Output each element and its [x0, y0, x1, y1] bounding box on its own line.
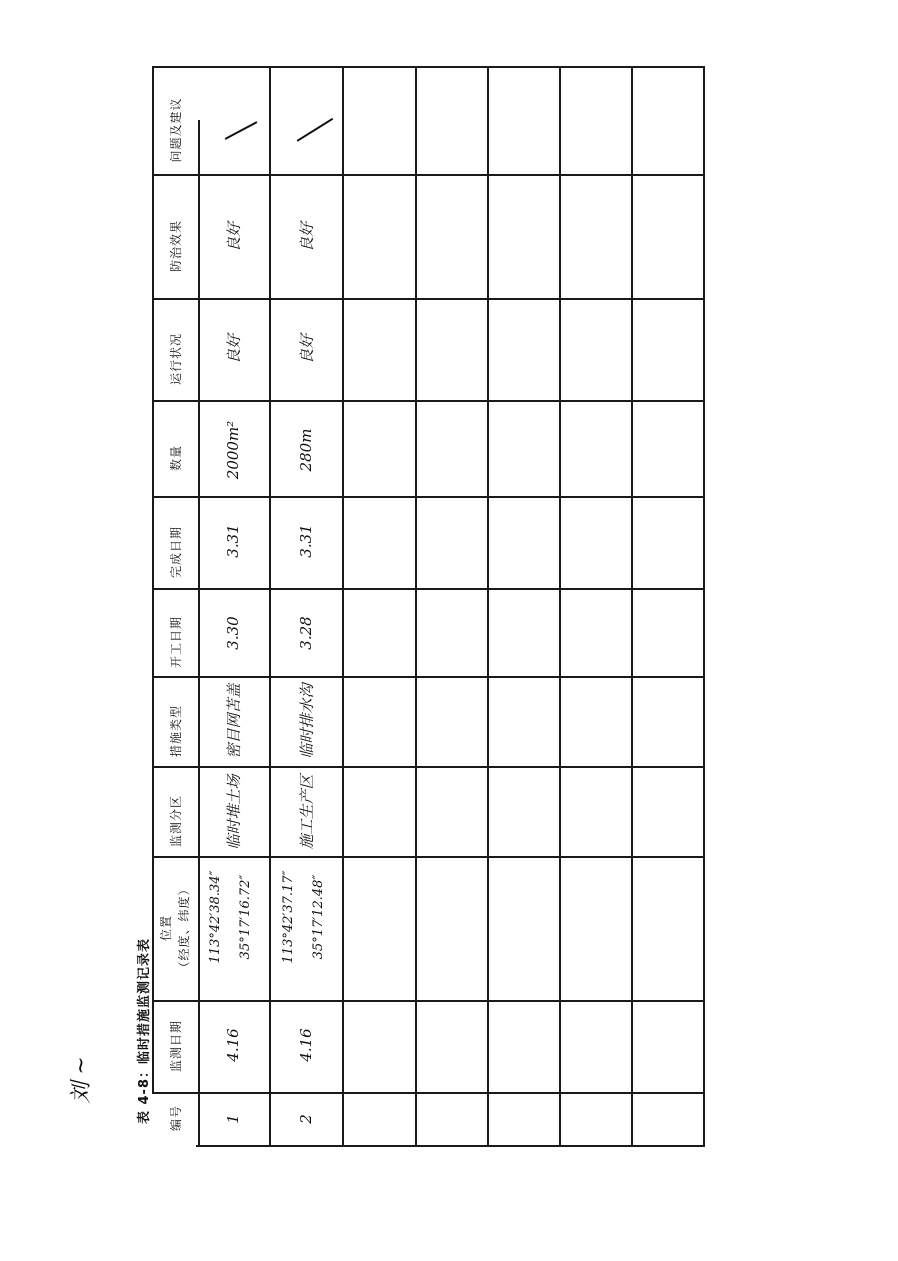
- header-quantity: 数量: [168, 445, 183, 472]
- header-status: 运行状况: [168, 333, 183, 386]
- row-measure-type: 临时排水沟: [297, 683, 316, 759]
- header-measure-type: 措施类型: [168, 705, 183, 758]
- row-zone: 施工生产区: [297, 774, 316, 850]
- row-position-lat: 35°17′12.48″: [310, 874, 326, 960]
- row-quantity: 2000m²: [224, 420, 242, 480]
- row-quantity: 280m: [297, 428, 315, 472]
- corner-handwritten-note: 刘 ~: [68, 1056, 94, 1104]
- row-position-lon: 113°42′38.34″: [207, 870, 223, 964]
- table-title: 表 4-8：临时措施监测记录表: [136, 938, 152, 1125]
- header-id: 编号: [168, 1105, 183, 1132]
- header-effect: 防治效果: [168, 220, 183, 273]
- issues-slash-mark: [225, 121, 257, 139]
- row-effect: 良好: [224, 222, 243, 253]
- row-position-lon: 113°42′37.17″: [280, 870, 296, 964]
- header-zone: 监测分区: [168, 795, 183, 848]
- header-date: 监测日期: [168, 1020, 183, 1073]
- row-id: 2: [297, 1114, 315, 1124]
- header-start-date: 开工日期: [168, 616, 183, 669]
- row-status: 良好: [297, 334, 316, 365]
- row-end-date: 3.31: [297, 524, 315, 558]
- row-id: 1: [224, 1114, 242, 1124]
- row-zone: 临时堆土场: [224, 774, 243, 850]
- row-status: 良好: [224, 334, 243, 365]
- row-position-lat: 35°17′16.72″: [237, 874, 253, 960]
- header-end-date: 完成日期: [168, 526, 183, 579]
- issues-slash-mark: [297, 118, 333, 142]
- row-date: 4.16: [224, 1028, 242, 1062]
- header-issues: 问题及建议: [168, 97, 183, 163]
- row-measure-type: 密目网苫盖: [224, 683, 243, 759]
- row-date: 4.16: [297, 1028, 315, 1062]
- row-start-date: 3.30: [224, 616, 242, 650]
- row-effect: 良好: [297, 222, 316, 253]
- row-end-date: 3.31: [224, 524, 242, 558]
- row-start-date: 3.28: [297, 616, 315, 650]
- header-position: 位置 （经度、纬度）: [159, 882, 191, 974]
